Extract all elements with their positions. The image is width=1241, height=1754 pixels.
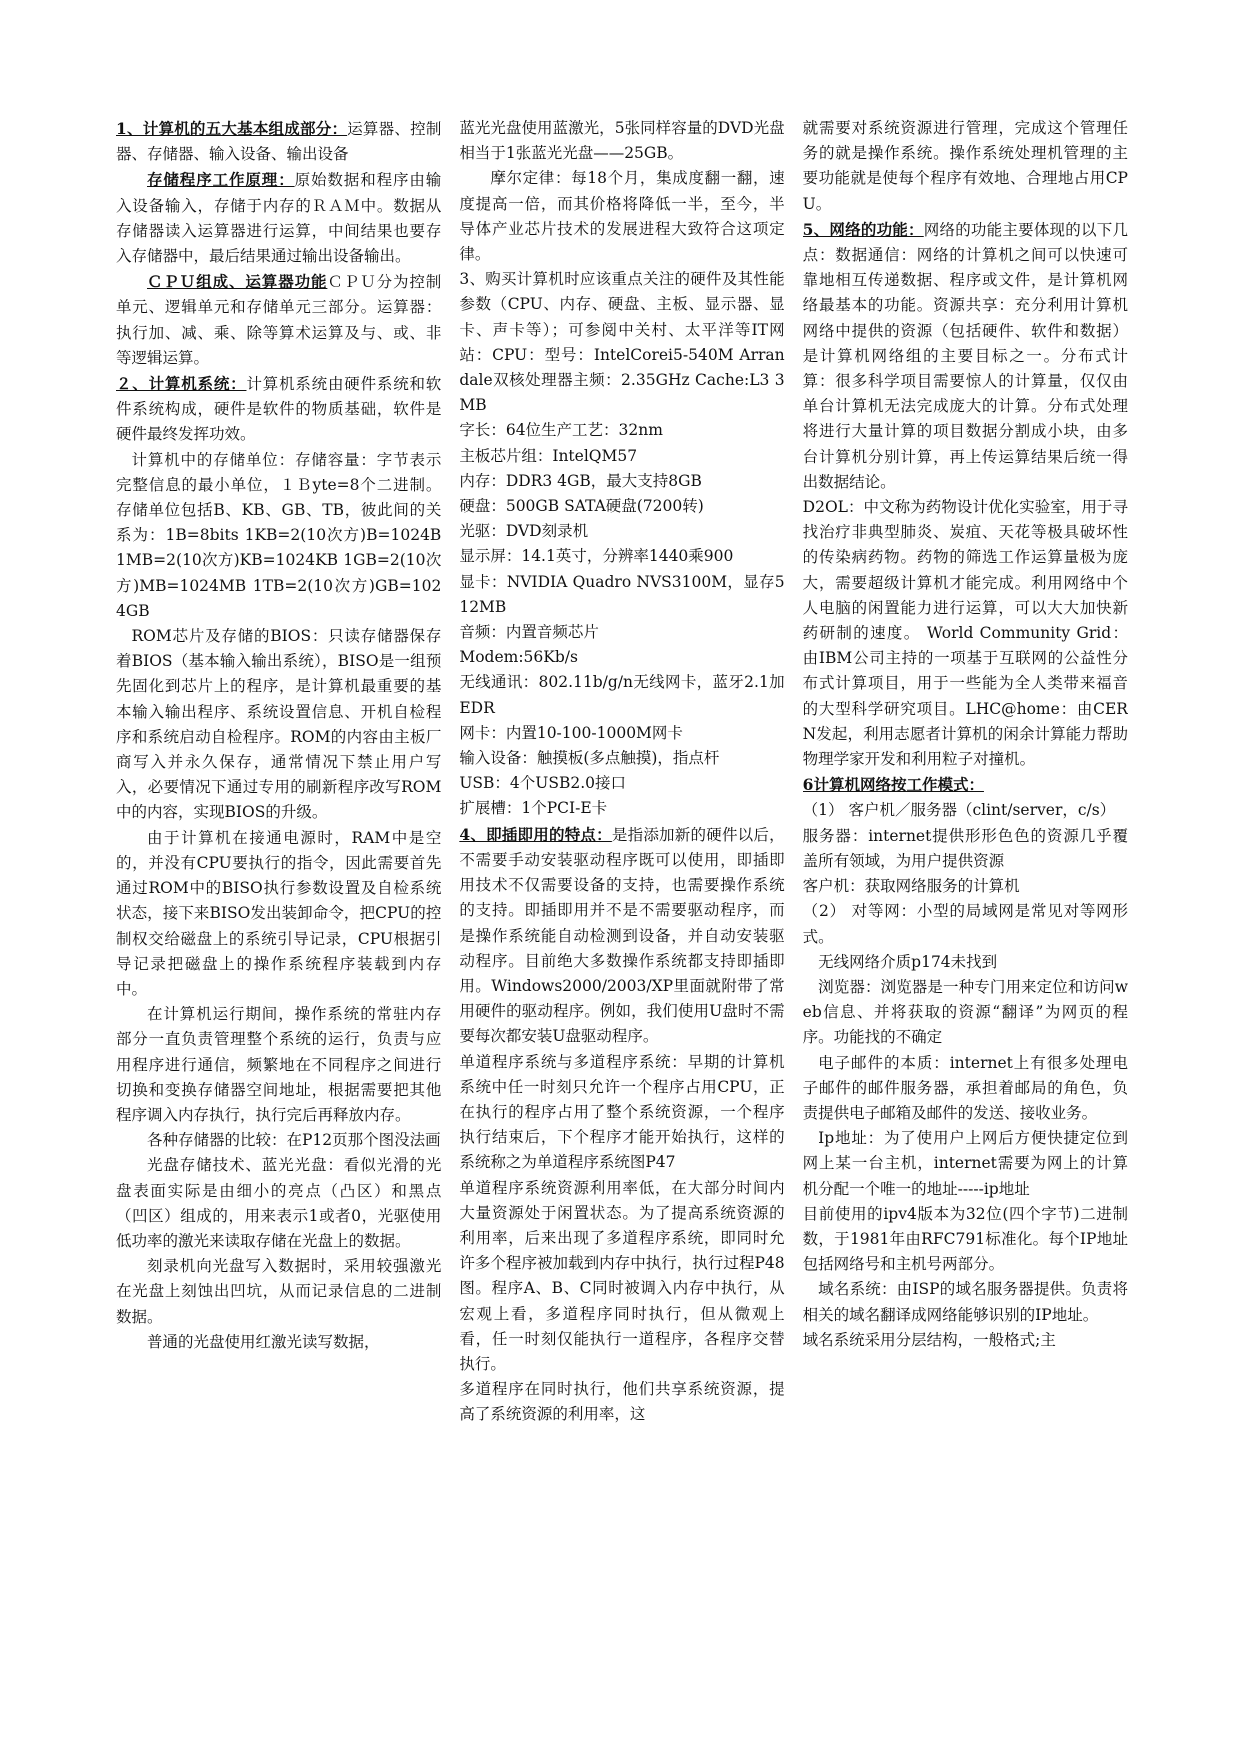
paragraph bbox=[459, 418, 784, 443]
paragraph bbox=[116, 826, 441, 1002]
section-heading: 1、计算机的五大基本组成部分： bbox=[116, 119, 348, 138]
paragraph bbox=[459, 267, 784, 418]
paragraph-text: （2） 对等网：小型的局域网是常见对等网形式。 bbox=[802, 902, 1128, 946]
paragraph-text: 单道程序系统资源利用率低，在大部分时间内大量资源处于闲置状态。为了提高系统资源的利用率，后来出现了多道程序系统，即同时允许多个程序被加载到内存中执行，执行过程P48图。程序A、B、C同时被调入内存中执行，从宏观上看，多道程序同时执行，但从微观上看，任一时刻仅能执行一道程序，各程序交替执行。 bbox=[459, 1178, 785, 1373]
paragraph bbox=[803, 874, 1128, 899]
paragraph-text: 域名系统：由ISP的域名服务器提供。负责将相关的域名翻译成网络能够识别的IP地址。 bbox=[802, 1280, 1128, 1324]
paragraph-text: 输入设备：触摸板(多点触摸)，指点杆 bbox=[459, 749, 720, 768]
paragraph-text: 是指添加新的硬件以后，不需要手动安装驱动程序既可以使用，即插即用技术不仅需要设备的支持，也需要操作系统的支持。即插即用并不是不需要驱动程序，而是操作系统能自动检测到设备，并自动安装驱动程序。目前绝大多数操作系统都支持即插即用。Windows2000/2003/XP里面就附带了常用硬件的驱动程序。例如，我们使用U盘时不需要每次都安装U盘驱动程序。 bbox=[459, 825, 785, 1046]
paragraph-text: 显卡：NVIDIA Quadro NVS3100M，显存512MB bbox=[459, 572, 785, 616]
section-heading: 6计算机网络按工作模式： bbox=[802, 775, 984, 795]
paragraph-text: 由于计算机在接通电源时，RAM中是空的，并没有CPU要执行的指令，因此需要首先通过ROM中的BISO执行参数设置及自检系统状态，接下来BISO发出装卸命令，把CPU的控制权交给磁盘上的系统引导记录，CPU根据引导记录把磁盘上的操作系统程序装载到内存中。 bbox=[116, 828, 442, 998]
paragraph-text: USB：4个USB2.0接口 bbox=[459, 774, 626, 793]
document-page bbox=[116, 116, 1128, 1616]
paragraph bbox=[459, 670, 784, 720]
paragraph-text: D2OL：中文称为药物设计优化实验室，用于寻找治疗非典型肺炎、炭疽、天花等极具破坏性的传染病药物。药物的筛选工作运算量极为庞大，需要超级计算机才能完成。利用网络中个人电脑的闲置能力进行运算，可以大大加快新药研制的速度。 World Community Grid：由IBM公司主持的一项基于互联网的公益性分布式计算项目，用于一些能为全人类带来福音的大型科学研究项目。LHC@home：由CERN发起，利用志愿者计算机的闲余计算能力帮助物理学家开发和利用粒子对撞机。 bbox=[802, 498, 1128, 769]
section-heading: 4、即插即用的特点： bbox=[459, 824, 612, 844]
paragraph bbox=[803, 798, 1128, 823]
paragraph bbox=[116, 116, 441, 167]
paragraph bbox=[459, 544, 784, 569]
paragraph bbox=[459, 494, 784, 519]
paragraph-text: 普通的光盘使用红激光读写数据， bbox=[147, 1332, 380, 1351]
paragraph bbox=[803, 950, 1128, 975]
section-heading: ２、计算机系统： bbox=[116, 374, 247, 394]
paragraph-text: 计算机中的存储单位：存储容量：字节表示完整信息的最小单位，１Ｂyte=8个二进制。存储单位包括B、KB、GB、TB，彼此间的关系为：1B=8bits 1KB=2(10次方)B=1024B 1MB=2(10次方)KB=1024KB 1GB=2(10次方)MB=1024MB 1TB=2(10次方)GB=1024GB bbox=[116, 450, 442, 620]
paragraph-text: 光盘存储技术、蓝光光盘：看似光滑的光盘表面实际是由细小的亮点（凸区）和黑点（凹区）组成的，用来表示1或者0，光驱使用低功率的激光来读取存储在光盘上的数据。 bbox=[116, 1156, 442, 1250]
paragraph bbox=[116, 1153, 441, 1254]
paragraph-text: 显示屏：14.1英寸，分辨率1440乘900 bbox=[459, 547, 734, 566]
paragraph bbox=[116, 448, 441, 624]
paragraph bbox=[459, 620, 784, 645]
paragraph bbox=[803, 975, 1128, 1051]
paragraph bbox=[803, 217, 1128, 495]
paragraph bbox=[116, 1330, 441, 1355]
paragraph-text: 字长：64位生产工艺：32nm bbox=[459, 421, 663, 440]
paragraph-text: 网络的功能主要体现的以下几点：数据通信：网络的计算机之间可以快速可靠地相互传递数据、程序或文件，是计算机网络最基本的功能。资源共享：充分利用计算机网络中提供的资源（包括硬件、软件和数据）是计算机网络组的主要目标之一。分布式计算：很多科学项目需要惊人的计算量，仅仅由单台计算机无法完成庞大的计算。分布式处理将进行大量计算的项目数据分割成小块，由多台计算机分别计算，再上传运算结果后统一得出数据结论。 bbox=[802, 220, 1128, 491]
paragraph-text: 原始数据和程序由输入设备输入，存储于内存的ＲＡＭ中。数据从存储器读入运算器进行运算，中间结果也要存入存储器中，最后结果通过输出设备输出。 bbox=[116, 171, 442, 266]
paragraph-text: 在计算机运行期间，操作系统的常驻内存部分一直负责管理整个系统的运行，负责与应用程序进行通信，频繁地在不同程序之间进行切换和变换存储器空间地址，根据需要把其他程序调入内存执行，执行完后再释放内存。 bbox=[116, 1005, 442, 1124]
paragraph-text: 单道程序系统与多道程序系统：早期的计算机系统中任一时刻只允许一个程序占用CPU，正在执行的程序占用了整个系统资源，一个程序执行结束后，下个程序才能开始执行，这样的系统称之为单道程序系统图P47 bbox=[459, 1052, 785, 1172]
paragraph-text: 电子邮件的本质：internet上有很多处理电子邮件的邮件服务器，承担着邮局的角色，负责提供电子邮箱及邮件的发送、接收业务。 bbox=[802, 1053, 1128, 1122]
paragraph bbox=[803, 899, 1128, 949]
paragraph bbox=[459, 116, 784, 166]
paragraph bbox=[803, 116, 1128, 217]
paragraph-text: 音频：内置音频芯片 bbox=[459, 623, 599, 642]
paragraph bbox=[803, 495, 1128, 772]
paragraph bbox=[116, 167, 441, 269]
paragraph-text: Ip地址：为了使用户上网后方便快捷定位到网上某一台主机，internet需要为网上的计算机分配一个唯一的地址-----ip地址 bbox=[802, 1129, 1128, 1198]
paragraph bbox=[459, 645, 784, 670]
paragraph-text: （1） 客户机／服务器（clint/server，c/s） bbox=[802, 801, 1116, 820]
paragraph bbox=[803, 824, 1128, 874]
paragraph-text: 域名系统采用分层结构，一般格式;主 bbox=[802, 1330, 1056, 1349]
paragraph bbox=[459, 796, 784, 821]
paragraph-text: 运算器、控制器、存储器、输入设备、输出设备 bbox=[116, 120, 442, 164]
paragraph-text: 客户机：获取网络服务的计算机 bbox=[802, 877, 1020, 896]
paragraph bbox=[803, 1328, 1128, 1353]
paragraph bbox=[116, 1002, 441, 1128]
paragraph-text: 服务器：internet提供形形色色的资源几乎覆盖所有领域，为用户提供资源 bbox=[802, 826, 1128, 870]
paragraph-text: 就需要对系统资源进行管理，完成这个管理任务的就是操作系统。操作系统处理机管理的主要功能就是使每个程序有效地、合理地占用CPU。 bbox=[802, 119, 1128, 213]
paragraph-text: 3、购买计算机时应该重点关注的硬件及其性能参数（CPU、内存、硬盘、主板、显示器、显卡、声卡等）；可参阅中关村、太平洋等IT网站：CPU：型号：IntelCorei5-540M Arrandale双核处理器主频：2.35GHz Cache:L3 3MB bbox=[459, 270, 785, 415]
paragraph-text: ＣＰＵ分为控制单元、逻辑单元和存储单元三部分。运算器：执行加、减、乘、除等算术运算及与、或、非等逻辑运算。 bbox=[116, 273, 442, 367]
paragraph bbox=[116, 1254, 441, 1330]
paragraph bbox=[459, 1377, 784, 1427]
paragraph-text: Modem:56Kb/s bbox=[459, 648, 578, 667]
paragraph-text: 内存：DDR3 4GB，最大支持8GB bbox=[459, 471, 702, 490]
paragraph bbox=[459, 444, 784, 469]
column-3 bbox=[803, 116, 1128, 1616]
section-heading: 存储程序工作原理： bbox=[147, 170, 295, 190]
paragraph bbox=[116, 269, 441, 371]
paragraph-text: 无线网络介质p174未找到 bbox=[818, 952, 998, 971]
paragraph bbox=[459, 1176, 784, 1378]
paragraph bbox=[116, 624, 441, 826]
paragraph bbox=[459, 166, 784, 267]
paragraph bbox=[459, 822, 784, 1050]
paragraph-text: 计算机系统由硬件系统和软件系统构成，硬件是软件的物质基础，软件是硬件最终发挥功效。 bbox=[116, 375, 442, 444]
paragraph-text: 浏览器：浏览器是一种专门用来定位和访问web信息、并将获取的资源“翻译”为网页的程序。功能找的不确定 bbox=[802, 977, 1128, 1047]
paragraph-text: 摩尔定律：每18个月，集成度翻一翻，速度提高一倍，而其价格将降低一半，至今，半导体产业芯片技术的发展进程大致符合这项定律。 bbox=[459, 169, 785, 264]
paragraph bbox=[803, 772, 1128, 798]
paragraph bbox=[459, 721, 784, 746]
paragraph-text: 硬盘：500GB SATA硬盘(7200转) bbox=[459, 497, 704, 516]
section-heading: ＣＰＵ组成、运算器功能 bbox=[147, 272, 328, 292]
paragraph bbox=[459, 746, 784, 771]
section-heading: 5、网络的功能： bbox=[802, 219, 924, 239]
paragraph-text: 光驱：DVD刻录机 bbox=[459, 522, 589, 541]
paragraph bbox=[116, 1128, 441, 1153]
paragraph-text: 主板芯片组：IntelQM57 bbox=[459, 446, 638, 465]
paragraph-text: 目前使用的ipv4版本为32位(四个字节)二进制数，于1981年由RFC791标准化。每个IP地址包括网络号和主机号两部分。 bbox=[802, 1204, 1128, 1274]
paragraph-text: 各种存储器的比较：在P12页那个图没法画 bbox=[147, 1131, 441, 1150]
paragraph-text: 扩展槽：1个PCI-E卡 bbox=[459, 799, 608, 818]
paragraph bbox=[459, 771, 784, 796]
paragraph-text: 多道程序在同时执行，他们共享系统资源，提高了系统资源的利用率，这 bbox=[459, 1380, 785, 1424]
paragraph bbox=[803, 1051, 1128, 1127]
paragraph bbox=[803, 1277, 1128, 1327]
paragraph-text: 蓝光光盘使用蓝激光，5张同样容量的DVD光盘相当于1张蓝光光盘——25GB。 bbox=[459, 119, 785, 163]
paragraph bbox=[459, 570, 784, 620]
paragraph bbox=[459, 519, 784, 544]
paragraph bbox=[803, 1202, 1128, 1278]
paragraph-text: ROM芯片及存储的BIOS：只读存储器保存着BIOS（基本输入输出系统），BISO是一组预先固化到芯片上的程序，是计算机最重要的基本输入输出程序、系统设置信息、开机自检程序和系统启动自检程序。ROM的内容由主板厂商写入并永久保存，通常情况下禁止用户写入，必要情况下通过专用的刷新程序改写ROM中的内容，实现BIOS的升级。 bbox=[116, 627, 442, 822]
paragraph bbox=[459, 469, 784, 494]
paragraph bbox=[459, 1050, 784, 1176]
paragraph-text: 无线通讯：802.11b/g/n无线网卡，蓝牙2.1加EDR bbox=[459, 673, 785, 717]
paragraph bbox=[803, 1126, 1128, 1202]
paragraph-text: 网卡：内置10-100-1000M网卡 bbox=[459, 723, 683, 742]
column-1 bbox=[116, 116, 441, 1616]
paragraph bbox=[116, 371, 441, 448]
column-2 bbox=[459, 116, 784, 1616]
paragraph-text: 刻录机向光盘写入数据时，采用较强激光在光盘上刻蚀出凹坑，从而记录信息的二进制数据。 bbox=[116, 1257, 442, 1326]
